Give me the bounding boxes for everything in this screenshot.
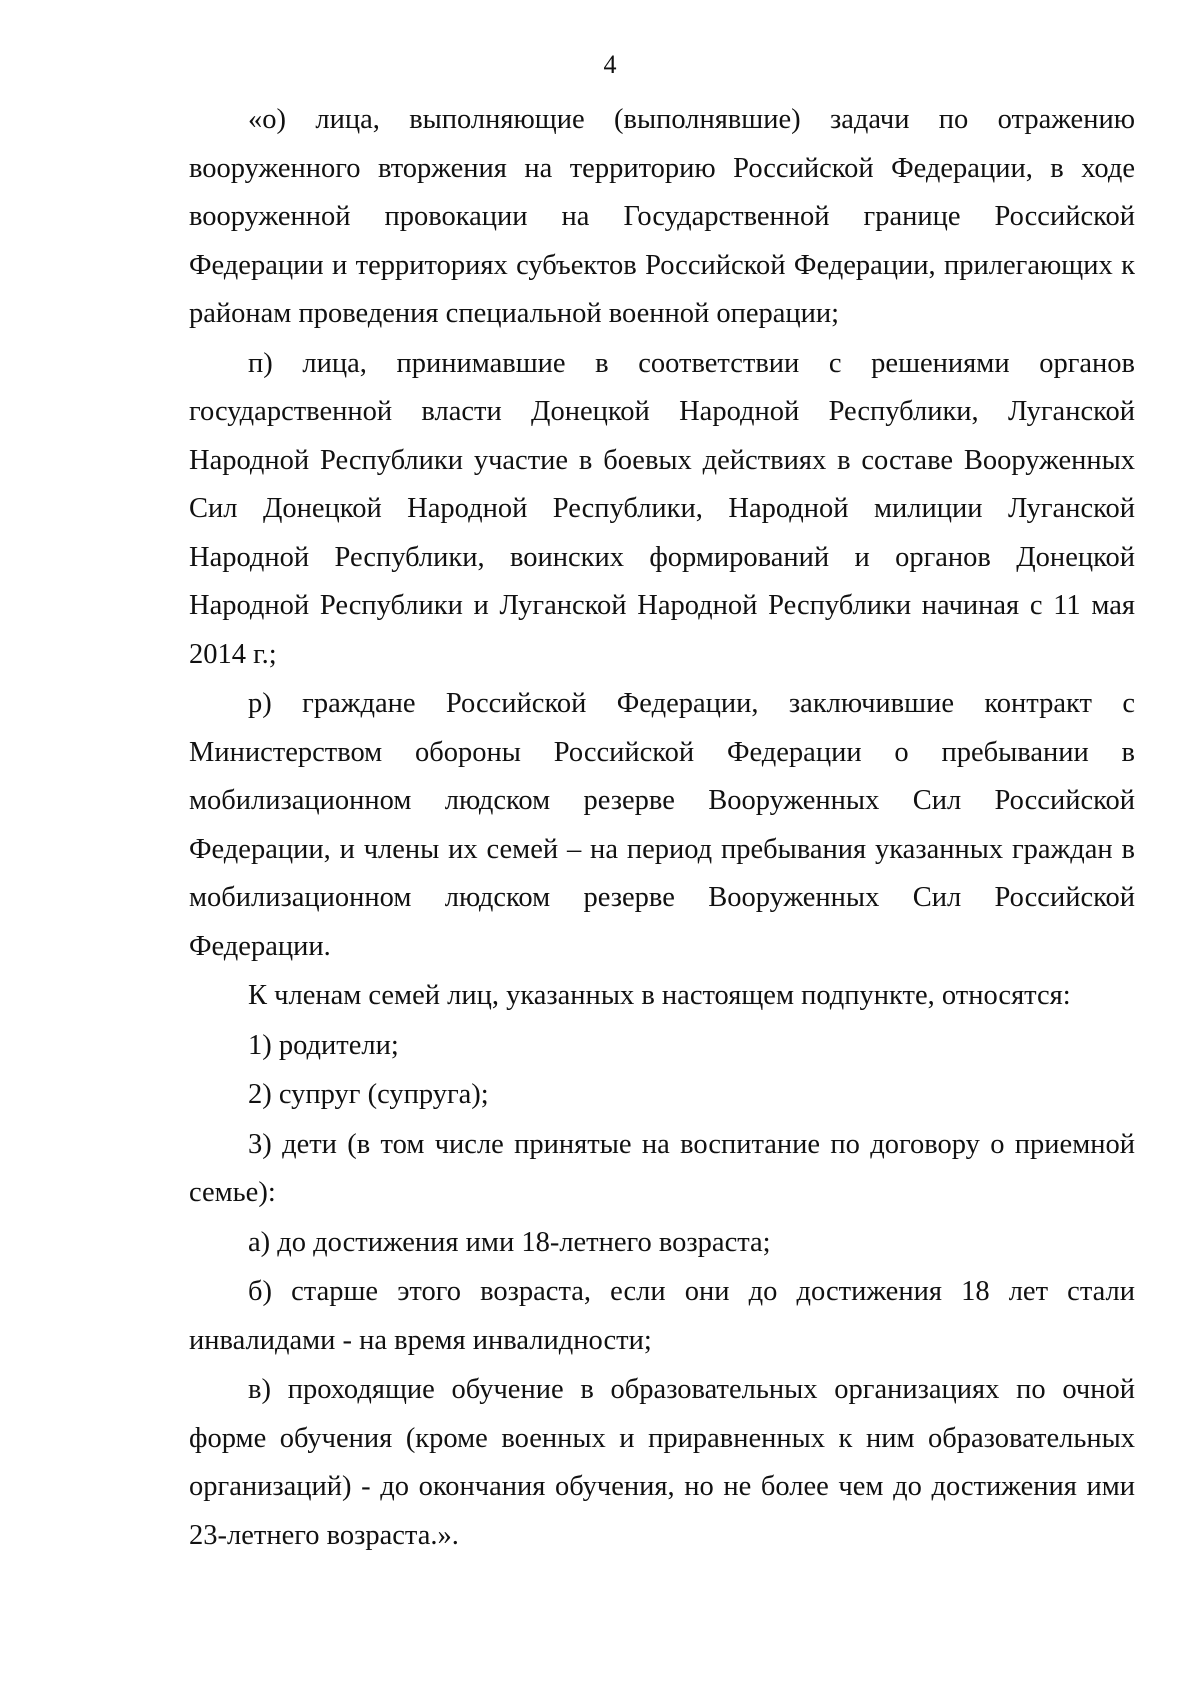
paragraph-item-r: р) граждане Российской Федерации, заключившие контракт с Министерством обороны Российской Федерации о пребывании в мобилизационном людском резерве Вооруженных Сил Российской Федерации, и члены их семей – на период пребывания указанных граждан в мобилизационном людском резерве Вооруженных Сил Российской Федерации. (189, 688, 1135, 962)
sublist-item-a: а) до достижения ими 18-летнего возраста; (248, 1226, 771, 1258)
list-item-parents: 1) родители; (248, 1029, 399, 1061)
paragraph-family-members: К членам семей лиц, указанных в настоящем подпункте, относятся: (248, 980, 1071, 1011)
page-number: 4 (603, 50, 617, 79)
paragraph-item-o: «о) лица, выполняющие (выполнявшие) задачи по отражению вооруженного вторжения на территорию Российской Федерации, в ходе вооруженной провокации на Государственной границе Российской Федерации и территориях субъектов Российской Федерации, прилегающих к районам проведения специальной военной операции; (189, 104, 1135, 329)
paragraph-item-p: п) лица, принимавшие в соответствии с решениями органов государственной власти Донецкой Народной Республики, Луганской Народной Республики участие в боевых действиях в составе Вооруженных Сил Донецкой Народной Республики, Народной милиции Луганской Народной Республики, воинских формирований и органов Донецкой Народной Республики и Луганской Народной Республики начиная с 11 мая 2014 г.; (189, 347, 1135, 670)
document-body (189, 96, 1135, 1561)
list-item-spouse: 2) супруг (супруга); (248, 1079, 489, 1110)
sublist-item-b: б) старше этого возраста, если они до достижения 18 лет стали инвалидами - на время инвалидности; (189, 1276, 1135, 1356)
sublist-item-v: в) проходящие обучение в образовательных организациях по очной форме обучения (кроме военных и приравненных к ним образовательных организаций) - до окончания обучения, но не более чем до достижения ими 23-летнего возраста.». (189, 1374, 1135, 1551)
list-item-children: 3) дети (в том числе принятые на воспитание по договору о приемной семье): (189, 1128, 1135, 1208)
